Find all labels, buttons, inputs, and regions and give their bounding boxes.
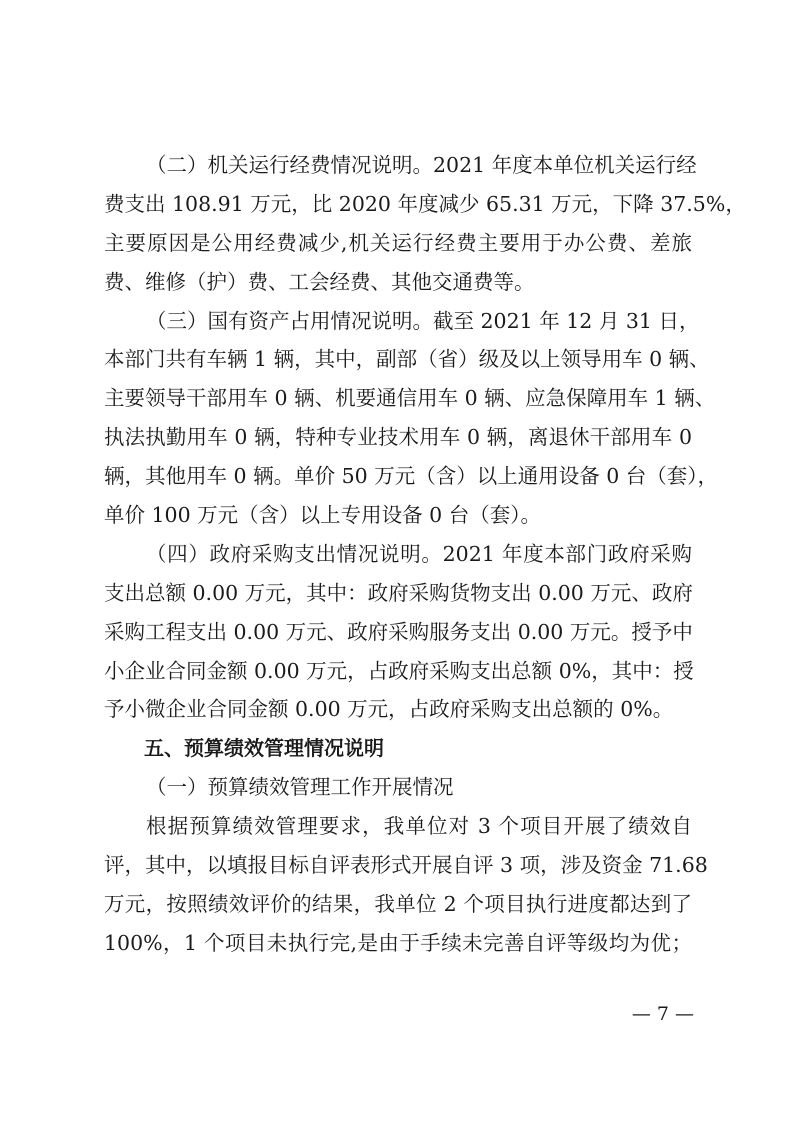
text-line: 小企业合同金额 0.00 万元，占政府采购支出总额 0%，其中：授 bbox=[104, 658, 694, 683]
text-line: 执法执勤用车 0 辆，特种专业技术用车 0 辆，离退休干部用车 0 bbox=[104, 425, 692, 450]
paragraph-operating-costs bbox=[104, 146, 746, 302]
text-line: 主要原因是公用经费减少,机关运行经费主要用于办公费、差旅 bbox=[104, 230, 692, 255]
paragraph-government-procurement bbox=[104, 535, 692, 729]
text-line: 单价 100 万元（含）以上专用设备 0 台（套）。 bbox=[104, 503, 541, 528]
paragraph-state-assets bbox=[104, 302, 719, 535]
text-line: 支出总额 0.00 万元，其中：政府采购货物支出 0.00 万元、政府 bbox=[104, 580, 693, 605]
text-line: 评，其中，以填报目标自评表形式开展自评 3 项，涉及资金 71.68 bbox=[104, 853, 708, 878]
text-line: 100%，1 个项目未执行完,是由于手续未完善自评等级均为优； bbox=[104, 930, 692, 955]
text-line: 采购工程支出 0.00 万元、政府采购服务支出 0.00 万元。授予中 bbox=[104, 619, 693, 644]
text-line: （四）政府采购支出情况说明。2021 年度本部门政府采购 bbox=[146, 541, 692, 566]
page-number: — 7 — bbox=[631, 1003, 694, 1025]
text-line: （三）国有资产占用情况说明。截至 2021 年 12 月 31 日， bbox=[146, 308, 700, 333]
text-line: 主要领导干部用车 0 辆、机要通信用车 0 辆、应急保障用车 1 辆、 bbox=[104, 386, 716, 411]
text-line: 费支出 108.91 万元，比 2020 年度减少 65.31 万元，下降 37.5%， bbox=[104, 191, 746, 216]
text-line: 万元，按照绩效评价的结果，我单位 2 个项目执行进度都达到了 bbox=[104, 891, 692, 916]
document-body bbox=[104, 146, 746, 963]
text-line: （二）机关运行经费情况说明。2021 年度本单位机关运行经 bbox=[146, 153, 697, 177]
section-heading: 五、预算绩效管理情况说明 bbox=[144, 736, 384, 761]
text-line: 本部门共有车辆 1 辆，其中，副部（省）级及以上领导用车 0 辆、 bbox=[104, 347, 710, 372]
text-line: 费、维修（护）费、工会经费、其他交通费等。 bbox=[104, 269, 535, 294]
text-line: 根据预算绩效管理要求，我单位对 3 个项目开展了绩效自 bbox=[146, 814, 692, 839]
text-line: 予小微企业合同金额 0.00 万元，占政府采购支出总额的 0%。 bbox=[104, 697, 674, 722]
text-line: 辆，其他用车 0 辆。单价 50 万元（含）以上通用设备 0 台（套）， bbox=[104, 464, 719, 489]
subsection-heading: （一）预算绩效管理工作开展情况 bbox=[146, 775, 454, 800]
paragraph-performance bbox=[104, 807, 708, 963]
